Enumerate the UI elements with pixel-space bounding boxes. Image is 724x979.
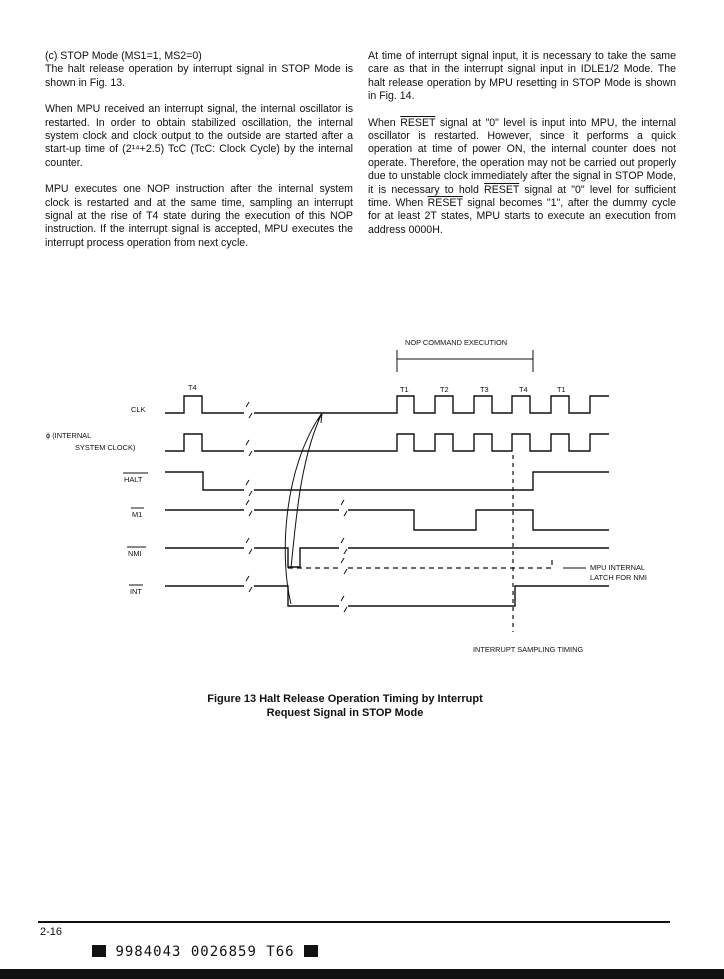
m1-label: M1: [132, 510, 143, 519]
right-column: [368, 50, 676, 250]
sampling-timing-label: INTERRUPT SAMPLING TIMING: [473, 645, 584, 654]
interrupt-care-paragraph: At time of interrupt signal input, it is necessary to take the same care as that in the interrupt signal input in IDLE1/2 Mode. The halt release operation by MPU resetting in STOP Mode is shown in Fig. 14.: [368, 50, 676, 103]
caption-line-2: Request Signal in STOP Mode: [266, 707, 424, 719]
reset-signal-2: RESET: [484, 183, 520, 196]
phi-waveform: [165, 434, 609, 451]
reset-text-c: signal at "0" level for sufficient time. When: [368, 183, 677, 210]
clk-label: CLK: [131, 405, 146, 414]
state-label-t4: T4: [519, 385, 528, 394]
intro-paragraph: The halt release operation by interrupt signal in STOP Mode is shown in Fig. 13.: [45, 63, 353, 89]
print-block-right: [304, 945, 318, 957]
reset-signal-1: RESET: [400, 116, 436, 129]
scan-edge: [0, 969, 724, 979]
reset-paragraph: [368, 117, 676, 238]
state-label-t1: T1: [400, 385, 409, 394]
state-label-t4-first: T4: [188, 383, 197, 392]
phi-label-line1: ϕ (INTERNAL: [46, 431, 92, 440]
print-code: [92, 944, 318, 960]
caption-line-1: Figure 13 Halt Release Operation Timing by Interrupt: [207, 693, 483, 705]
state-label-t1-next: T1: [557, 385, 566, 394]
int-waveform: [165, 586, 609, 606]
phi-label-line2: SYSTEM CLOCK): [75, 443, 136, 452]
m1-waveform: [165, 510, 609, 530]
oscillator-paragraph: When MPU received an interrupt signal, the internal oscillator is restarted. In order to obtain stabilized oscillation, the internal system clock and clock output to the outside are started after a start-up time of (2¹⁴+2.5) TcC (TcC: Clock Cycle) by the internal counter.: [45, 103, 353, 169]
footer-rule: [38, 921, 670, 923]
nop-command-label: NOP COMMAND EXECUTION: [405, 338, 508, 347]
print-block-left: [92, 945, 106, 957]
left-column: [45, 50, 353, 263]
reset-text-b: signal at "0" level is input into MPU, the internal oscillator is restarted. However, since it performs a quick operation at time of power ON, the internal counter does not operate. Therefore, the operation may not be carried out properly due to unstable clock immediately after the signal in STOP Mode, it is necessary to hold: [368, 116, 676, 196]
int-label: INT: [130, 587, 142, 596]
latch-label-line2: LATCH FOR NMI: [590, 573, 647, 582]
clk-waveform: [165, 396, 609, 413]
nmi-waveform: [165, 548, 609, 567]
break-marks: [246, 402, 347, 612]
reset-text-a: When: [368, 116, 401, 129]
reset-text-d: signal becomes "1", after the dummy cycle for at least 2T states, MPU starts to execute an execution from address 0000H.: [368, 197, 676, 236]
restart-arrow: [285, 413, 322, 604]
timing-diagram: [0, 330, 724, 670]
print-code-text: 9984043 0026859 T66: [115, 944, 295, 960]
nop-paragraph: MPU executes one NOP instruction after the internal system clock is restarted and at the same time, sampling an interrupt signal at the rise of T4 state during the execution of this NOP instruction. If the interrupt signal is accepted, MPU executes the interrupt process operation from next cycle.: [45, 183, 353, 249]
figure-caption: [160, 692, 530, 720]
latch-label-line1: MPU INTERNAL: [590, 563, 646, 572]
nmi-label: NMI: [128, 549, 142, 558]
section-heading: (c) STOP Mode (MS1=1, MS2=0): [45, 50, 202, 62]
halt-label: HALT: [124, 475, 143, 484]
halt-waveform: [165, 472, 609, 490]
page-number: 2-16: [40, 926, 63, 938]
reset-signal-3: RESET: [427, 197, 463, 210]
state-label-t3: T3: [480, 385, 489, 394]
state-label-t2: T2: [440, 385, 449, 394]
